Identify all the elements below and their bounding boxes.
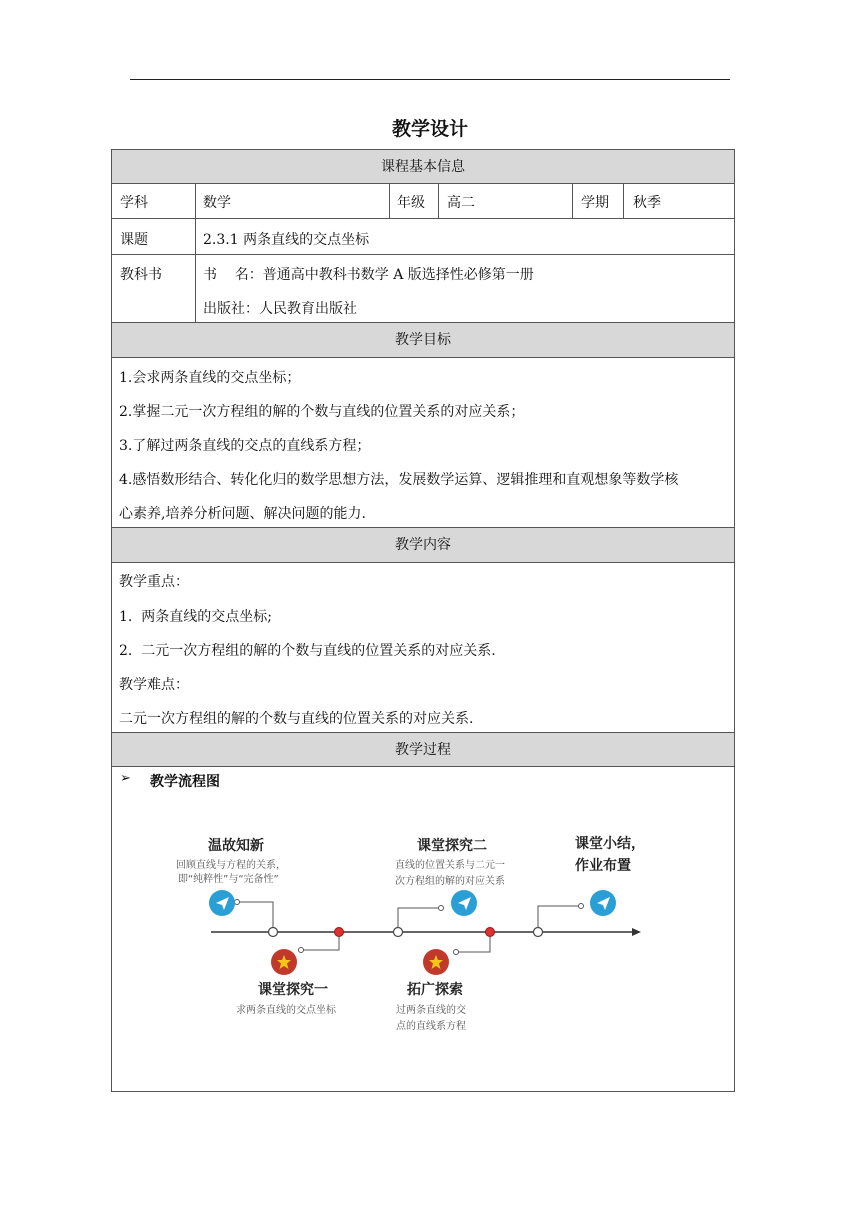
textbook-label: 教科书 (120, 267, 162, 283)
connector-dot (579, 904, 584, 909)
bullet-arrow-icon: ➢ (120, 771, 131, 786)
topic-value: 2.3.1 两条直线的交点坐标 (203, 232, 370, 248)
step-title: 温故知新 (208, 838, 264, 854)
connector (538, 906, 581, 932)
star-icon (271, 949, 297, 975)
key-points-label: 教学重点： (119, 574, 189, 590)
textbook-publisher: 出版社：人民教育出版社 (203, 301, 357, 317)
objective-item: 4.感悟数形结合、转化化归的数学思想方法，发展数学运算、逻辑推理和直观想象等数学核 (119, 472, 679, 488)
timeline-node (394, 928, 403, 937)
step-subtitle: 直线的位置关系与二元一 (395, 860, 505, 871)
objective-item: 心素养,培养分析问题、解决问题的能力. (119, 506, 366, 522)
teaching-flowchart (111, 790, 735, 1050)
step-title: 课堂探究一 (258, 982, 328, 998)
term-label: 学期 (581, 195, 609, 211)
section-process: 教学过程 (111, 732, 735, 767)
header-rule (130, 79, 730, 80)
difficulty-item: 二元一次方程组的解的个数与直线的位置关系的对应关系. (119, 711, 474, 727)
document-title: 教学设计 (391, 118, 468, 140)
col-divider (623, 184, 624, 218)
row-divider (111, 254, 735, 255)
col-divider (438, 184, 439, 218)
timeline-arrow-icon (632, 928, 641, 936)
row-divider (111, 218, 735, 219)
subject-value: 数学 (203, 195, 231, 211)
grade-label: 年级 (397, 195, 425, 211)
subject-label: 学科 (120, 195, 148, 211)
step-subtitle: 过两条直线的交 (396, 1005, 466, 1016)
connector (398, 908, 441, 932)
section-content: 教学内容 (111, 527, 735, 563)
paper-plane-icon (590, 890, 616, 916)
connector (301, 932, 339, 950)
timeline-node (335, 928, 344, 937)
timeline-node (269, 928, 278, 937)
connector-dot (299, 948, 304, 953)
textbook-name: 书 名：普通高中教科书数学 A 版选择性必修第一册 (203, 267, 534, 283)
step-subtitle: 点的直线系方程 (396, 1021, 466, 1032)
step-subtitle: 次方程组的解的对应关系 (395, 876, 505, 887)
timeline-node (534, 928, 543, 937)
paper-plane-icon (209, 890, 235, 916)
section-objectives: 教学目标 (111, 322, 735, 358)
objective-item: 2.掌握二元一次方程组的解的个数与直线的位置关系的对应关系； (119, 404, 525, 420)
timeline-node (486, 928, 495, 937)
connector (456, 932, 490, 952)
star-icon (423, 949, 449, 975)
connector-dot (235, 900, 240, 905)
objective-item: 1.会求两条直线的交点坐标； (119, 370, 301, 386)
step-subtitle: 回顾直线与方程的关系， (176, 860, 286, 871)
step-title: 拓广探索 (407, 982, 463, 998)
step-title: 课堂小结， (575, 836, 645, 852)
col-divider (195, 184, 196, 322)
step-title: 课堂探究二 (417, 838, 487, 854)
difficulty-label: 教学难点： (119, 677, 189, 693)
connector (237, 902, 273, 932)
paper-plane-icon (451, 890, 477, 916)
step-subtitle: 即“纯粹性”与“完备性” (178, 874, 279, 885)
key-point-item: 1. 两条直线的交点坐标; (119, 609, 272, 625)
col-divider (389, 184, 390, 218)
topic-label: 课题 (120, 232, 148, 248)
key-point-item: 2. 二元一次方程组的解的个数与直线的位置关系的对应关系. (119, 643, 496, 659)
section-basic-info: 课程基本信息 (111, 149, 735, 184)
objective-item: 3.了解过两条直线的交点的直线系方程； (119, 438, 371, 454)
grade-value: 高二 (447, 195, 475, 211)
step-title: 作业布置 (575, 858, 631, 874)
col-divider (572, 184, 573, 218)
connector-dot (439, 906, 444, 911)
term-value: 秋季 (633, 195, 661, 211)
step-subtitle: 求两条直线的交点坐标 (236, 1005, 336, 1016)
connector-dot (454, 950, 459, 955)
flowchart-label: 教学流程图 (150, 774, 220, 790)
